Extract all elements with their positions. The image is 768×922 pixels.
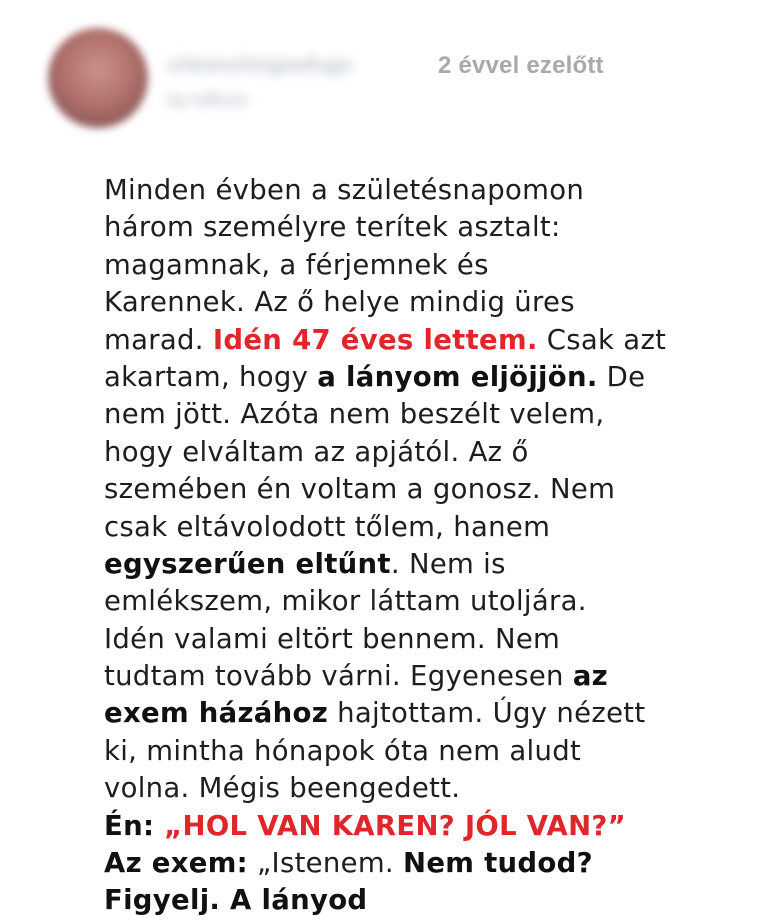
story-text: De (597, 360, 646, 393)
story-text: . Nem is (390, 547, 506, 580)
story-text: „Istenem. (247, 847, 404, 880)
story-text: ki, mintha hónapok óta nem aludt (104, 734, 582, 767)
username[interactable]: chtrenchingswfugo (168, 52, 352, 76)
story-text: akartam, hogy (104, 360, 318, 393)
story-line (104, 770, 704, 807)
story-line (104, 247, 704, 284)
story-text: volna. Mégis beengedett. (104, 772, 461, 805)
bold-text: egyszerűen eltűnt (104, 547, 391, 580)
story-text: Csak azt (537, 323, 667, 356)
story-line (104, 882, 704, 919)
story-text: Minden évben a születésnapomon (104, 174, 585, 206)
story-text: magamnak, a férjemnek és (104, 248, 489, 281)
story-line (104, 733, 704, 770)
story-line (104, 284, 704, 321)
story-text: marad. (104, 323, 213, 356)
bold-text: Az exem: (104, 847, 248, 880)
highlighted-text: Idén 47 éves lettem. (212, 323, 538, 356)
story-text: három személyre terítek asztalt: (104, 211, 561, 244)
story-line (104, 845, 704, 882)
user-sub-label: by tofburn (168, 90, 249, 110)
bold-text: Nem tudod? (403, 847, 593, 880)
story-text: Karennek. Az ő helye mindig üres (104, 286, 575, 319)
story-line (104, 658, 704, 695)
story-text: Idén valami eltört bennem. Nem (104, 622, 561, 655)
story-line (104, 546, 704, 583)
bold-text: Figyelj. A lányod (104, 884, 368, 917)
bold-text: Én: (104, 809, 165, 842)
story-line (104, 621, 704, 658)
story-text: csak eltávolodott tőlem, hanem (104, 510, 551, 543)
story-text: hajtottam. Úgy nézett (328, 697, 646, 730)
story-line (104, 808, 704, 845)
story-line (104, 172, 704, 209)
story-line (104, 209, 704, 246)
story-line (104, 434, 704, 471)
story-line (104, 509, 704, 546)
bold-text: a lányom eljöjjön. (317, 360, 598, 393)
avatar[interactable] (48, 28, 148, 128)
story-text: emlékszem, mikor láttam utoljára. (104, 585, 587, 618)
story-text: nem jött. Azóta nem beszélt velem, (104, 398, 605, 431)
comment-header (0, 0, 768, 150)
comment-body (104, 172, 704, 920)
story-line (104, 396, 704, 433)
highlighted-text: „HOL VAN KAREN? JÓL VAN?” (164, 809, 627, 842)
story-line (104, 583, 704, 620)
story-text: tudtam tovább várni. Egyenesen (104, 660, 573, 693)
bold-text: exem házához (104, 697, 329, 730)
story-line (104, 695, 704, 732)
story-line (104, 322, 704, 359)
story-line (104, 471, 704, 508)
story-text: szemében én voltam a gonosz. Nem (104, 473, 616, 506)
bold-text: az (572, 660, 608, 693)
timestamp: 2 évvel ezelőtt (438, 52, 604, 79)
story-line (104, 359, 704, 396)
story-text: hogy elváltam az apjától. Az ő (104, 435, 529, 468)
